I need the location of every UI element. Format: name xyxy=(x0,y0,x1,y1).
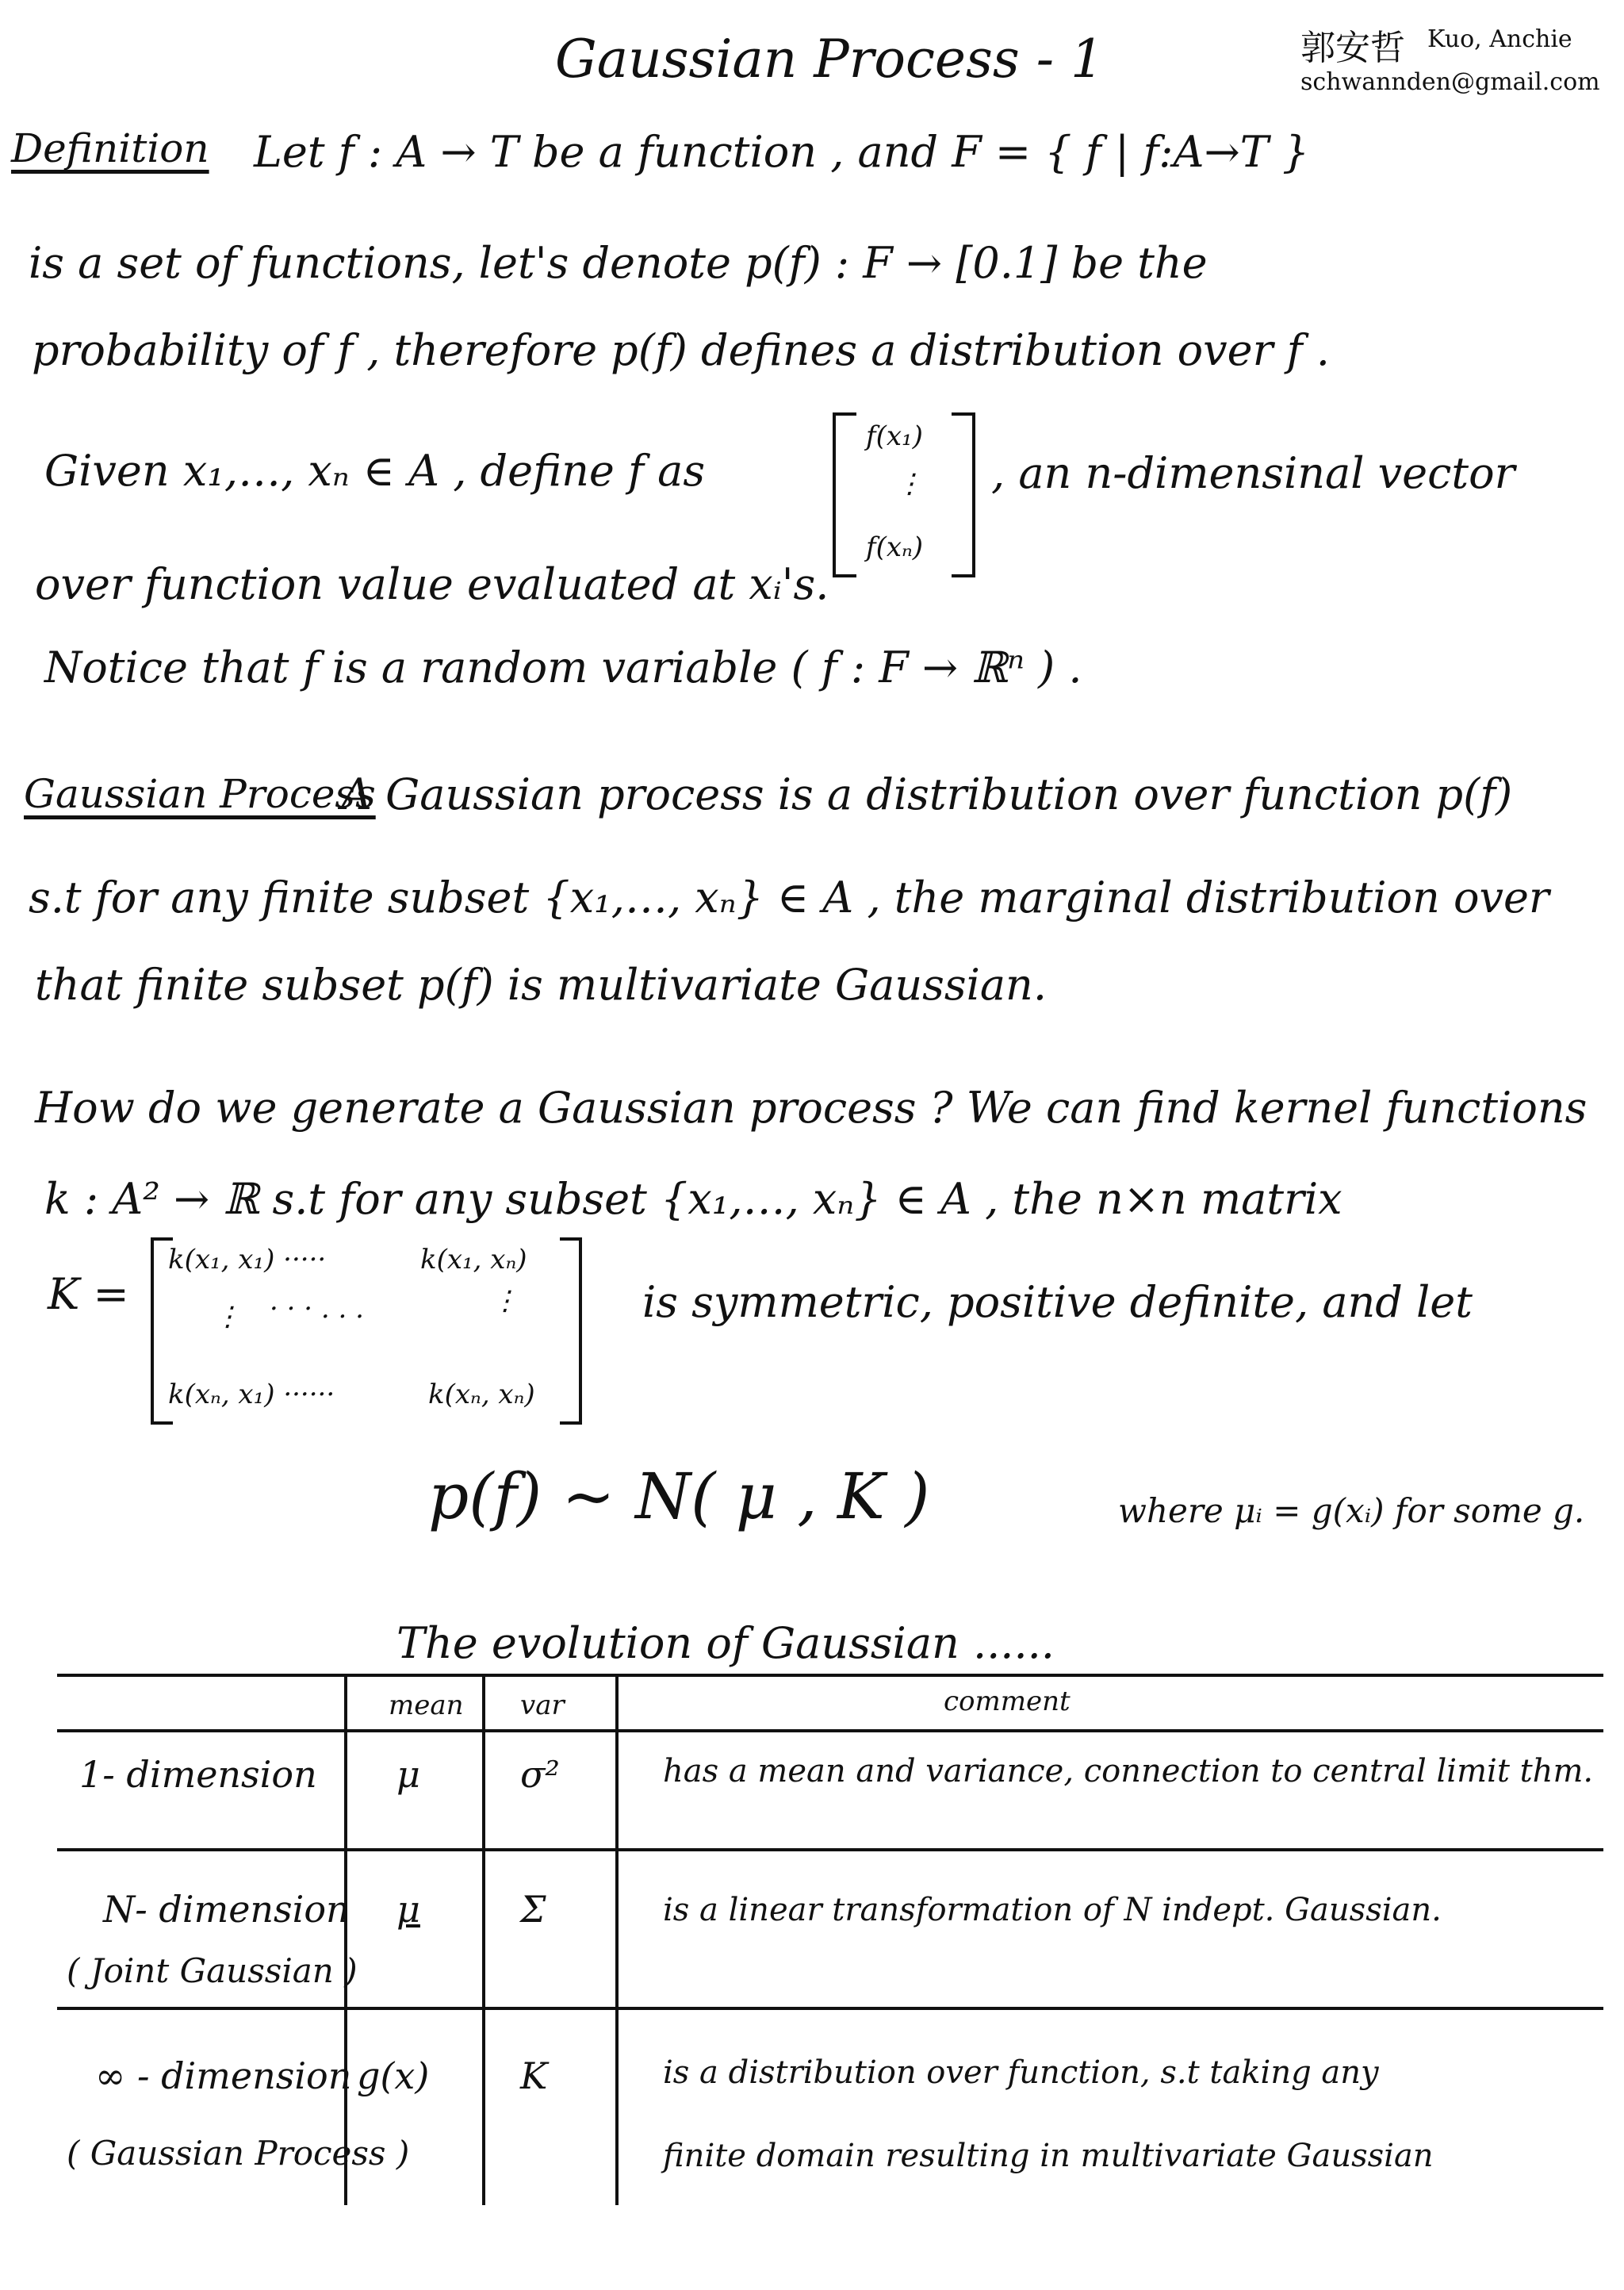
author-chinese-name: 郭安哲 xyxy=(1300,28,1405,68)
definition-line-4b: , an n-dimensinal vector xyxy=(991,448,1515,498)
kernel-matrix-label: K = xyxy=(48,1269,129,1319)
row-1-comment: has a mean and variance, connection to central limit thm. xyxy=(663,1753,1594,1789)
row-2-var: Σ xyxy=(520,1888,546,1931)
matrix-vertical-dots-left: ⋮ xyxy=(214,1301,241,1333)
row-2-subname: ( Joint Gaussian ) xyxy=(67,1951,358,1990)
author-name: Kuo, Anchie xyxy=(1427,25,1572,53)
matrix-entry-n1: k(xₙ, x₁) ······ xyxy=(168,1379,335,1410)
definition-line-3: probability of f , therefore p(f) defines a distribution over f . xyxy=(32,325,1330,375)
vector-middle-dots: ⋮ xyxy=(896,468,923,500)
vector-left-bracket xyxy=(833,412,856,577)
row-1-mean: μ xyxy=(396,1753,420,1796)
gp-line-2: s.t for any finite subset {x₁,…, xₙ} ∈ A , the marginal distribution over xyxy=(29,873,1549,923)
vector-top-entry: f(x₁) xyxy=(866,420,923,452)
author-email: schwannden@gmail.com xyxy=(1300,68,1600,96)
table-header-line xyxy=(57,1729,1603,1732)
definition-label: Definition xyxy=(11,125,209,171)
matrix-vertical-dots-right: ⋮ xyxy=(492,1285,519,1317)
gaussian-process-label: Gaussian Process xyxy=(24,771,376,817)
row-3-var: K xyxy=(520,2054,548,2097)
gp-line-1: A Gaussian process is a distribution over function p(f) xyxy=(341,769,1513,819)
table-row-line-2 xyxy=(57,2007,1603,2010)
definition-line-1: Let f : A → T be a function , and F = { f | f:A→T } xyxy=(254,127,1310,177)
row-3-comment: is a distribution over function, s.t taking any xyxy=(663,2054,1379,2091)
row-3-name: ∞ - dimension xyxy=(95,2054,352,2097)
row-3-subname: ( Gaussian Process ) xyxy=(67,2134,410,2173)
definition-line-5: over function value evaluated at xᵢ's. xyxy=(35,559,829,609)
matrix-entry-nn: k(xₙ, xₙ) xyxy=(428,1379,535,1410)
equation-where-clause: where μᵢ = g(xᵢ) for some g. xyxy=(1118,1491,1585,1530)
header-var: var xyxy=(520,1690,565,1721)
vector-bottom-entry: f(xₙ) xyxy=(866,531,924,563)
generate-line-2: k : A² → ℝ s.t for any subset {x₁,…, xₙ} ∈ A , the n×n matrix xyxy=(44,1174,1342,1224)
matrix-diagonal-dots: · · · . . . xyxy=(270,1293,364,1325)
row-2-comment: is a linear transformation of N indept. Gaussian. xyxy=(663,1892,1442,1928)
table-title: The evolution of Gaussian ...... xyxy=(396,1618,1055,1668)
header-mean: mean xyxy=(389,1690,464,1721)
row-3-comment-line-2: finite domain resulting in multivariate Gaussian xyxy=(663,2138,1434,2174)
table-column-line-1 xyxy=(344,1674,347,2205)
matrix-entry-11: k(x₁, x₁) ····· xyxy=(168,1244,327,1275)
header-comment: comment xyxy=(944,1686,1071,1717)
definition-line-6: Notice that f is a random variable ( f : F → ℝⁿ ) . xyxy=(44,643,1082,692)
gp-line-3: that finite subset p(f) is multivariate Gaussian. xyxy=(35,960,1047,1010)
generate-line-3: is symmetric, positive definite, and let xyxy=(642,1277,1473,1327)
generate-line-1: How do we generate a Gaussian process ? We can find kernel functions xyxy=(35,1083,1588,1133)
matrix-right-bracket xyxy=(560,1237,582,1425)
table-column-line-2 xyxy=(482,1674,485,2205)
definition-line-2: is a set of functions, let's denote p(f) : F → [0.1] be the xyxy=(29,238,1208,288)
table-column-line-3 xyxy=(615,1674,619,2205)
row-2-mean: μ xyxy=(396,1888,420,1931)
distribution-equation: p(f) ~ N( μ , K ) xyxy=(428,1460,930,1533)
table-row-line-1 xyxy=(57,1848,1603,1851)
row-1-name: 1- dimension xyxy=(79,1753,317,1796)
matrix-entry-1n: k(x₁, xₙ) xyxy=(420,1244,527,1275)
page-title: Gaussian Process - 1 xyxy=(555,29,1104,90)
row-3-mean: g(x) xyxy=(357,2054,430,2097)
row-2-name: N- dimension xyxy=(103,1888,350,1931)
table-top-line xyxy=(57,1674,1603,1677)
row-1-var: σ² xyxy=(520,1753,560,1796)
definition-line-4: Given x₁,…, xₙ ∈ A , define f as xyxy=(44,446,706,496)
vector-right-bracket xyxy=(952,412,975,577)
